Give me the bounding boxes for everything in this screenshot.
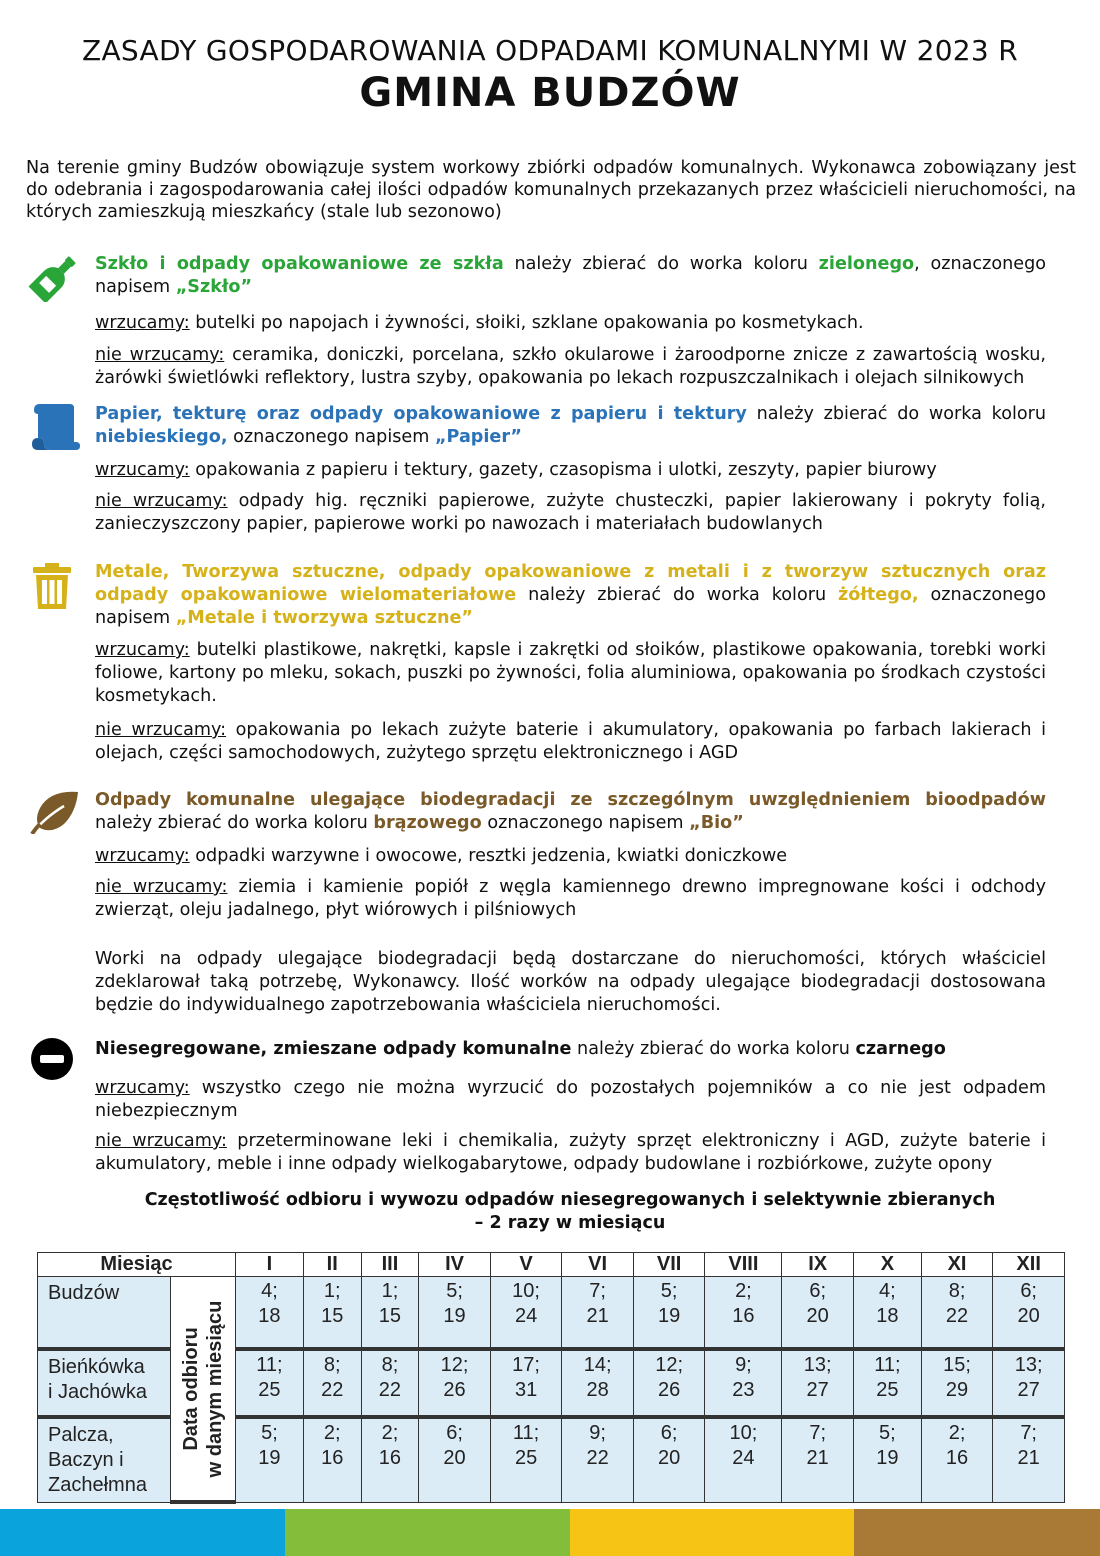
glass-bag-color: zielonego xyxy=(818,254,915,274)
date-cell: 7; 21 xyxy=(993,1417,1065,1503)
bio-note: Worki na odpady ulegające biodegradacji będą dostarczane do nieruchomości, których właściciel zdeklarował taką potrzebę, Wykonawcy. Ilość worków na odpady ulegające biodegradacji dostosowana będzie do indywidualnego zapotrzebowania właściciela nieruchomości. xyxy=(95,949,1046,1015)
bio-forbidden-text: ziemia i kamienie popiół z węgla kamiennego drewno impregnowane kości i odchody zwierząt, oleju jadalnego, płyt wiórowych i pilśniowych xyxy=(95,877,1046,920)
place-cell xyxy=(38,1349,171,1417)
date-cell: 9; 22 xyxy=(562,1417,634,1503)
mixed-category: Niesegregowane, zmieszane odpady komunalne xyxy=(95,1039,572,1059)
month-col: I xyxy=(236,1253,304,1277)
glass-lead-text: należy zbierać do worka koloru xyxy=(503,254,819,274)
paper-forbidden-text: odpady hig. ręczniki papierowe, zużyte chusteczki, papier lakierowany i pokryty folią, zanieczyszczony papier, papierowe worki po nawozach i materiałach budowlanych xyxy=(95,491,1046,534)
place-cell xyxy=(38,1417,171,1503)
mixed-allowed-label: wrzucamy: xyxy=(95,1078,190,1098)
date-cell: 12; 26 xyxy=(419,1349,491,1417)
mixed-forbidden-text: przeterminowane leki i chemikalia, zużyty sprzęt elektroniczny i AGD, zużyte baterie i akumulatory, meble i inne odpady wielkogabarytowe, odpady budowlane i rozbiórkowe, zużyte opony xyxy=(95,1131,1046,1174)
month-col: IV xyxy=(419,1253,491,1277)
metal-forbidden xyxy=(95,719,1046,765)
month-col: XII xyxy=(993,1253,1065,1277)
glass-forbidden-label: nie wrzucamy: xyxy=(95,345,225,365)
month-col: VI xyxy=(562,1253,634,1277)
glass-lead-after: , oznaczonego napisem xyxy=(95,254,1046,297)
date-vertical-label xyxy=(171,1277,236,1503)
date-cell: 5; 19 xyxy=(419,1277,491,1349)
date-cell: 2; 16 xyxy=(921,1417,993,1503)
footer-stripe-blue xyxy=(0,1509,285,1556)
date-cell: 6; 20 xyxy=(419,1417,491,1503)
date-cell: 2; 16 xyxy=(705,1277,782,1349)
glass-allowed xyxy=(95,312,1046,335)
paper-lead-text: należy zbierać do worka koloru xyxy=(746,404,1046,424)
bio-lead-after: oznaczonego napisem xyxy=(481,813,690,833)
mixed-allowed-text: wszystko czego nie można wyrzucić do pozostałych pojemników a co nie jest odpadem niebezpiecznym xyxy=(95,1078,1046,1121)
bio-lead-text: należy zbierać do worka koloru xyxy=(95,813,374,833)
date-cell: 13; 27 xyxy=(782,1349,854,1417)
date-cell: 1; 15 xyxy=(303,1277,361,1349)
paper-allowed-text: opakowania z papieru i tektury, gazety, czasopisma i ulotki, zeszyty, papier biurowy xyxy=(189,460,937,480)
date-cell: 5; 19 xyxy=(236,1417,304,1503)
bio-allowed-text: odpadki warzywne i owocowe, resztki jedzenia, kwiatki doniczkowe xyxy=(189,846,788,866)
table-header-row xyxy=(38,1253,1065,1277)
minus-circle-icon xyxy=(30,1037,74,1081)
metal-allowed xyxy=(95,639,1046,708)
place-name: Palcza, xyxy=(48,1423,114,1446)
footer-stripe-yellow xyxy=(570,1509,854,1556)
glass-forbidden xyxy=(95,344,1046,390)
date-cell: 17; 31 xyxy=(490,1349,562,1417)
glass-allowed-text: butelki po napojach i żywności, słoiki, szklane opakowania po kosmetykach. xyxy=(189,313,864,333)
bio-forbidden xyxy=(95,876,1046,922)
footer-stripe-brown xyxy=(854,1509,1100,1556)
metal-section-lead xyxy=(95,561,1046,630)
schedule-caption xyxy=(0,1189,1100,1235)
metal-category: Metale, Tworzywa sztuczne, odpady opakowaniowe z metali i z tworzyw sztucznych oraz odpady opakowaniowe wielomateriałowe xyxy=(95,562,1046,605)
mixed-forbidden xyxy=(95,1130,1046,1176)
place-name: i Jachówka xyxy=(48,1380,147,1403)
month-col: IX xyxy=(782,1253,854,1277)
table-row xyxy=(38,1277,1065,1349)
bio-bag-label: „Bio” xyxy=(689,813,744,833)
trash-bin-icon xyxy=(32,563,72,609)
date-cell: 2; 16 xyxy=(361,1417,419,1503)
glass-forbidden-text: ceramika, doniczki, porcelana, szkło okularowe i żaroodporne znicze z zawartością wosku, żarówki świetlówki reflektory, lustra szyby, opakowania po lekach rozpuszczalnikach i olejach silnikowych xyxy=(95,345,1046,388)
glass-category: Szkło i odpady opakowaniowe ze szkła xyxy=(95,254,504,274)
intro-paragraph: Na terenie gminy Budzów obowiązuje system workowy zbiórki odpadów komunalnych. Wykonawca zobowiązany jest do odebrania i zagospodarowania całej ilości odpadów komunalnych przekazanych przez właścicieli nieruchomości, na których zamieszkują mieszkańcy (stale lub sezonowo) xyxy=(26,158,1076,222)
glass-bag-label: „Szkło” xyxy=(175,277,253,297)
paper-bag-color: niebieskiego, xyxy=(95,427,228,447)
month-col: X xyxy=(853,1253,921,1277)
metal-forbidden-label: nie wrzucamy: xyxy=(95,720,227,740)
date-cell: 11; 25 xyxy=(853,1349,921,1417)
month-col: XI xyxy=(921,1253,993,1277)
metal-bag-color: żółtego, xyxy=(838,585,919,605)
paper-section-lead xyxy=(95,403,1046,449)
date-cell: 4; 18 xyxy=(853,1277,921,1349)
bio-forbidden-label: nie wrzucamy: xyxy=(95,877,228,897)
place-name: Budzów xyxy=(48,1282,120,1304)
date-cell: 5; 19 xyxy=(853,1417,921,1503)
metal-forbidden-text: opakowania po lekach zużyte baterie i akumulatory, opakowania po farbach lakierach i olejach, części samochodowych, zużytego sprzętu elektronicznego i AGD xyxy=(95,720,1046,763)
date-cell: 10; 24 xyxy=(490,1277,562,1349)
month-col: VIII xyxy=(705,1253,782,1277)
date-cell: 11; 25 xyxy=(236,1349,304,1417)
leaf-icon xyxy=(30,790,80,834)
month-col: III xyxy=(361,1253,419,1277)
date-cell: 7; 21 xyxy=(782,1417,854,1503)
mixed-allowed xyxy=(95,1077,1046,1123)
vertical-label-line1: Data odbioru xyxy=(180,1326,202,1451)
paper-allowed xyxy=(95,459,1046,482)
schedule-caption-line2: – 2 razy w miesiącu xyxy=(474,1213,666,1233)
page-title: ZASADY GOSPODAROWANIA ODPADAMI KOMUNALNYMI W 2023 R xyxy=(81,34,1018,67)
metal-lead-text: należy zbierać do worka koloru xyxy=(516,585,838,605)
place-name: Zachełmna xyxy=(48,1473,147,1496)
date-cell: 11; 25 xyxy=(490,1417,562,1503)
date-cell: 8; 22 xyxy=(921,1277,993,1349)
mixed-forbidden-label: nie wrzucamy: xyxy=(95,1131,227,1151)
paper-category: Papier, tekturę oraz odpady opakowaniowe z papieru i tektury xyxy=(95,404,747,424)
date-cell: 5; 19 xyxy=(633,1277,705,1349)
date-cell: 6; 20 xyxy=(633,1417,705,1503)
metal-bag-label: „Metale i tworzywa sztuczne” xyxy=(175,608,473,628)
month-col: II xyxy=(303,1253,361,1277)
date-cell: 6; 20 xyxy=(782,1277,854,1349)
date-cell: 12; 26 xyxy=(633,1349,705,1417)
month-col: VII xyxy=(633,1253,705,1277)
date-cell: 15; 29 xyxy=(921,1349,993,1417)
date-cell: 9; 23 xyxy=(705,1349,782,1417)
paper-scroll-icon xyxy=(30,404,80,452)
paper-allowed-label: wrzucamy: xyxy=(95,460,190,480)
page-subtitle: GMINA BUDZÓW xyxy=(359,70,741,116)
glass-allowed-label: wrzucamy: xyxy=(95,313,190,333)
date-cell: 8; 22 xyxy=(361,1349,419,1417)
mixed-bag-color: czarnego xyxy=(855,1039,946,1059)
bottle-icon xyxy=(28,254,80,302)
date-cell: 7; 21 xyxy=(562,1277,634,1349)
paper-bag-label: „Papier” xyxy=(434,427,522,447)
paper-forbidden-label: nie wrzucamy: xyxy=(95,491,228,511)
bio-allowed xyxy=(95,845,1046,868)
paper-lead-after: oznaczonego napisem xyxy=(227,427,435,447)
date-cell: 2; 16 xyxy=(303,1417,361,1503)
date-cell: 8; 22 xyxy=(303,1349,361,1417)
vertical-label-line2: w danym miesiącu xyxy=(204,1300,226,1477)
date-cell: 13; 27 xyxy=(993,1349,1065,1417)
collection-schedule-table xyxy=(37,1252,1065,1504)
date-cell: 4; 18 xyxy=(236,1277,304,1349)
paper-forbidden xyxy=(95,490,1046,536)
mixed-section-lead xyxy=(95,1038,1046,1061)
bio-allowed-label: wrzucamy: xyxy=(95,846,190,866)
date-cell: 6; 20 xyxy=(993,1277,1065,1349)
schedule-caption-line1: Częstotliwość odbioru i wywozu odpadów niesegregowanych i selektywnie zbieranych xyxy=(144,1190,996,1210)
mixed-lead-text: należy zbierać do worka koloru xyxy=(571,1039,856,1059)
date-cell: 14; 28 xyxy=(562,1349,634,1417)
bio-category: Odpady komunalne ulegające biodegradacji ze szczególnym uwzględnieniem bioodpadów xyxy=(95,790,1046,810)
metal-allowed-text: butelki plastikowe, nakrętki, kapsle i zakrętki od słoików, plastikowe opakowania, torebki worki foliowe, kartony po mleku, sokach, puszki po żywności, folia aluminiowa, opakowania po środkach czystości kosmetykach. xyxy=(95,640,1046,706)
place-cell xyxy=(38,1277,171,1349)
bio-section-lead xyxy=(95,789,1046,835)
metal-allowed-label: wrzucamy: xyxy=(95,640,190,660)
metal-lead-after: oznaczonego napisem xyxy=(95,585,1046,628)
place-name: Baczyn i xyxy=(48,1448,124,1471)
glass-section-lead xyxy=(95,253,1046,299)
date-cell: 10; 24 xyxy=(705,1417,782,1503)
month-header: Miesiąc xyxy=(38,1253,236,1277)
date-cell: 1; 15 xyxy=(361,1277,419,1349)
month-col: V xyxy=(490,1253,562,1277)
place-name: Bieńkówka xyxy=(48,1355,145,1378)
bio-bag-color: brązowego xyxy=(373,813,482,833)
footer-stripe-green xyxy=(285,1509,570,1556)
